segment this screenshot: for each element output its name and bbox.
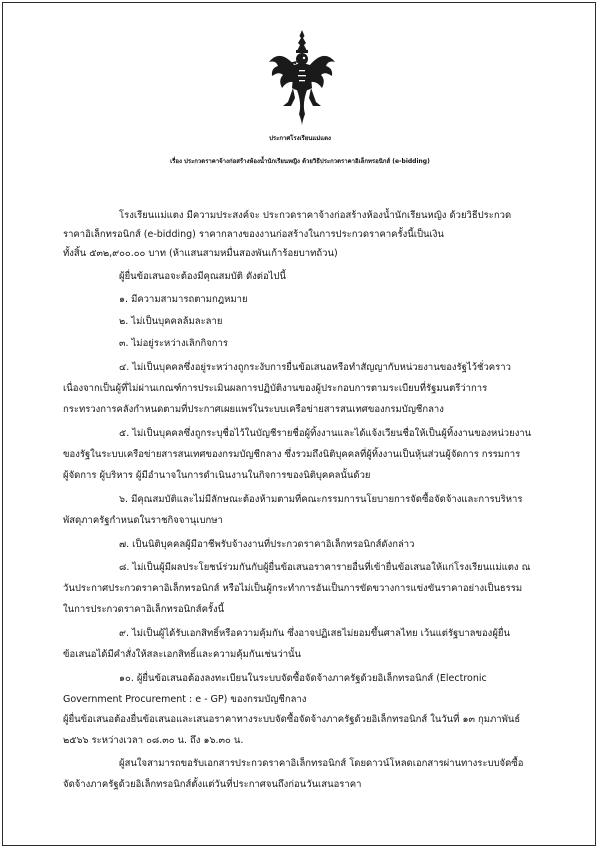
qualification-intro: ผู้ยื่นข้อเสนอจะต้องมีคุณสมบัติ ดังต่อไปนี้: [119, 271, 286, 282]
qualification-item-4-line-1: ๔. ไม่เป็นบุคคลซึ่งอยู่ระหว่างถูกระงับการยื่นข้อเสนอหรือทำสัญญากับหน่วยงานของรัฐไว้ชั่วคราว: [119, 362, 511, 373]
submission-line-2: ๒๕๖๖ ระหว่างเวลา ๐๘.๓๐ น. ถึง ๑๖.๓๐ น.: [63, 735, 244, 746]
announcement-org: ประกาศโรงเรียนแม่แตง: [269, 135, 331, 142]
qualification-item-5-line-2: ของรัฐในระบบเครือข่ายสารสนเทศของกรมบัญชีกลาง ซึ่งรวมถึงนิติบุคคลที่ผู้ทิ้งงานเป็นหุ้นส่วนผู้จัดการ กรรมการ: [63, 449, 521, 460]
intro-line-2: ราคาอิเล็กทรอนิกส์ (e-bidding) ราคากลางของงานก่อสร้างในการประกวดราคาครั้งนี้เป็นเงิน: [63, 229, 444, 240]
announcement-page: [2, 2, 596, 846]
announcement-subject: เรื่อง ประกวดราคาจ้างก่อสร้างห้องน้ำนักเรียนหญิง ด้วยวิธีประกวดราคาอิเล็กทรอนิกส์ (e-bidding): [170, 158, 430, 165]
qualification-item-3: ๓. ไม่อยู่ระหว่างเลิกกิจการ: [119, 338, 228, 349]
garuda-emblem: [266, 30, 338, 126]
qualification-item-8-line-3: ในการประกวดราคาอิเล็กทรอนิกส์ครั้งนี้: [63, 604, 225, 615]
qualification-item-2: ๒. ไม่เป็นบุคคลล้มละลาย: [119, 316, 223, 327]
qualification-item-9-line-1: ๙. ไม่เป็นผู้ได้รับเอกสิทธิ์หรือความคุ้มกัน ซึ่งอาจปฏิเสธไม่ยอมขึ้นศาลไทย เว้นแต่รัฐบาลของผู้ยื่น: [119, 628, 510, 639]
qualification-item-4-line-3: กระทรวงการคลังกำหนดตามที่ประกาศเผยแพร่ในระบบเครือข่ายสารสนเทศของกรมบัญชีกลาง: [63, 404, 444, 415]
intro-line-1: โรงเรียนแม่แตง มีความประสงค์จะ ประกวดราคาจ้างก่อสร้างห้องน้ำนักเรียนหญิง ด้วยวิธีประกวด: [119, 210, 512, 221]
qualification-item-5-line-3: ผู้จัดการ ผู้บริหาร ผู้มีอำนาจในการดำเนินงานในกิจการของนิติบุคคลนั้นด้วย: [63, 470, 371, 481]
qualification-item-6-line-1: ๖. มีคุณสมบัติและไม่มีลักษณะต้องห้ามตามที่คณะกรรมการนโยบายการจัดซื้อจัดจ้างและการบริหาร: [119, 494, 523, 505]
qualification-item-9-line-2: ข้อเสนอได้มีคำสั่งให้สละเอกสิทธิ์และความคุ้มกันเช่นว่านั้น: [63, 649, 302, 660]
submission-line-1: ผู้ยื่นข้อเสนอต้องยื่นข้อเสนอและเสนอราคาทางระบบจัดซื้อจัดจ้างภาครัฐด้วยอิเล็กทรอนิกส์ ในวันที่ ๑๓ กุมภาพันธ์: [63, 714, 521, 725]
interest-line-1: ผู้สนใจสามารถขอรับเอกสารประกวดราคาอิเล็กทรอนิกส์ โดยดาวน์โหลดเอกสารผ่านทางระบบจัดซื้อ: [119, 758, 524, 769]
interest-line-2: จัดจ้างภาครัฐด้วยอิเล็กทรอนิกส์ตั้งแต่วันที่ประกาศจนถึงก่อนวันเสนอราคา: [63, 779, 362, 790]
intro-line-3: ทั้งสิ้น ๕๓๒,๙๐๐.๐๐ บาท (ห้าแสนสามหมื่นสองพันเก้าร้อยบาทถ้วน): [63, 248, 338, 259]
qualification-item-10-line-2: Government Procurement : e - GP) ของกรมบัญชีกลาง: [63, 694, 307, 705]
qualification-item-7: ๗. เป็นนิติบุคคลผู้มีอาชีพรับจ้างงานที่ประกวดราคาอิเล็กทรอนิกส์ดังกล่าว: [119, 539, 415, 550]
qualification-item-5-line-1: ๕. ไม่เป็นบุคคลซึ่งถูกระบุชื่อไว้ในบัญชีรายชื่อผู้ทิ้งงานและได้แจ้งเวียนชื่อให้เป็นผู้ทิ้งงานของหน่วยงาน: [119, 428, 532, 439]
qualification-item-6-line-2: พัสดุภาครัฐกำหนดในราชกิจจานุเบกษา: [63, 515, 223, 526]
qualification-item-4-line-2: เนื่องจากเป็นผู้ที่ไม่ผ่านเกณฑ์การประเมินผลการปฏิบัติงานของผู้ประกอบการตามระเบียบที่รัฐมนตรีว่าการ: [63, 383, 488, 394]
qualification-item-8-line-2: วันประกาศประกวดราคาอิเล็กทรอนิกส์ หรือไม่เป็นผู้กระทำการอันเป็นการขัดขวางการแข่งขันราคาอย่างเป็นธรรม: [63, 583, 523, 594]
qualification-item-1: ๑. มีความสามารถตามกฎหมาย: [119, 294, 248, 305]
qualification-item-8-line-1: ๘. ไม่เป็นผู้มีผลประโยชน์ร่วมกันกับผู้ยื่นข้อเสนอราคารายอื่นที่เข้ายื่นข้อเสนอให้แก่โรงเรียนแม่แตง ณ: [119, 562, 531, 573]
qualification-item-10-line-1: ๑๐. ผู้ยื่นข้อเสนอต้องลงทะเบียนในระบบจัดซื้อจัดจ้างภาครัฐด้วยอิเล็กทรอนิกส์ (Electronic: [119, 673, 487, 684]
